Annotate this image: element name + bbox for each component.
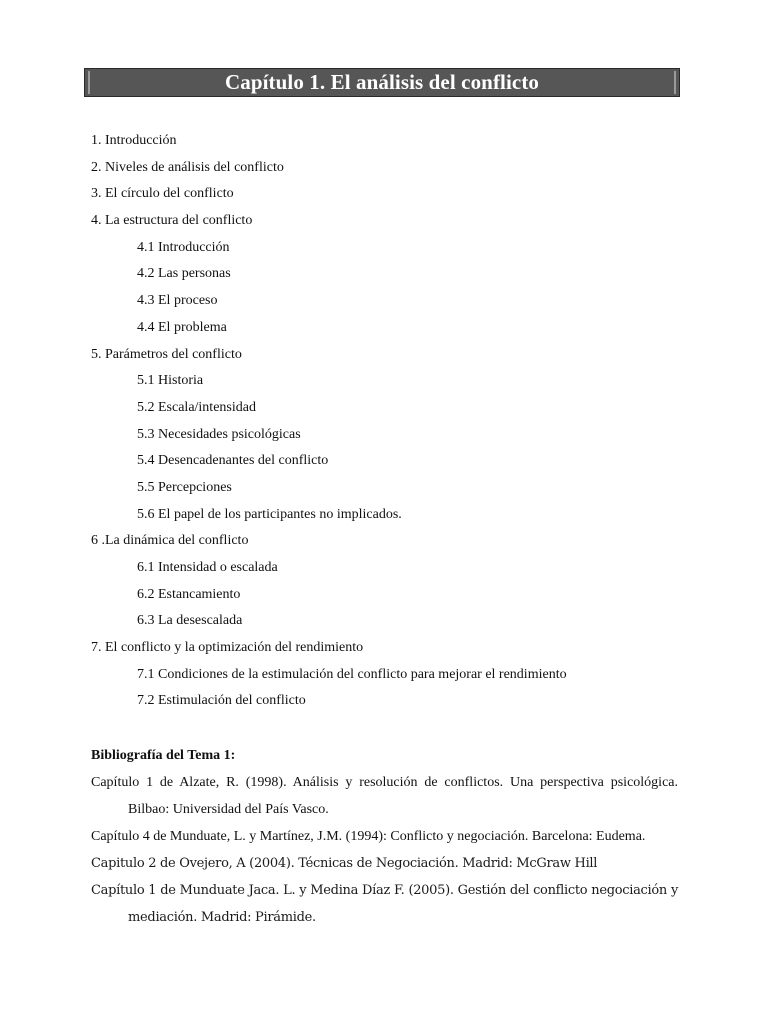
toc-subitem: 7.1 Condiciones de la estimulación del conflicto para mejorar el rendimiento (137, 666, 567, 682)
toc-subitem: 4.4 El problema (137, 319, 227, 335)
toc-subitem: 4.3 El proceso (137, 293, 218, 309)
toc-item: 5. Parámetros del conflicto (91, 346, 242, 362)
bibliography-reference: Capítulo 1 de Alzate, R. (1998). Análisis y resolución de conflictos. Una perspectiva psicológica. Bilbao: Universidad del País Vasco. (91, 775, 678, 817)
table-of-contents (91, 128, 681, 715)
toc-item: 2. Niveles de análisis del conflicto (91, 159, 284, 175)
toc-subitem: 6.3 La desescalada (137, 613, 243, 629)
toc-subitem: 6.2 Estancamiento (137, 586, 241, 602)
chapter-title-bar (84, 68, 680, 97)
toc-subitem: 5.2 Escala/intensidad (137, 399, 256, 415)
toc-item: 1. Introducción (91, 133, 177, 148)
toc-subitem: 7.2 Estimulación del conflicto (137, 693, 306, 709)
toc-item: 4. La estructura del conflicto (91, 213, 253, 229)
toc-subitem: 4.1 Introducción (137, 239, 230, 255)
bibliography-reference: Capítulo 1 de Munduate Jaca. L. y Medina Díaz F. (2005). Gestión del conflicto negociación y mediación. Madrid: Pirámide. (91, 883, 678, 925)
chapter-title: Capítulo 1. El análisis del conflicto (224, 70, 540, 94)
toc-item: 7. El conflicto y la optimización del rendimiento (91, 640, 364, 656)
bibliography-section (91, 742, 678, 931)
bibliography-heading: Bibliografía del Tema 1: (91, 748, 236, 763)
bibliography-reference: Capitulo 2 de Ovejero, A (2004). Técnicas de Negociación. Madrid: McGraw Hill (91, 856, 598, 871)
toc-subitem: 5.3 Necesidades psicológicas (137, 426, 301, 442)
toc-subitem: 4.2 Las personas (137, 266, 231, 282)
toc-subitem: 5.1 Historia (137, 373, 204, 389)
toc-subitem: 5.4 Desencadenantes del conflicto (137, 453, 329, 469)
toc-subitem: 6.1 Intensidad o escalada (137, 560, 278, 575)
bibliography-reference: Capítulo 4 de Munduate, L. y Martínez, J.M. (1994): Conflicto y negociación. Barcelona: Eudema. (91, 829, 646, 844)
toc-item: 6 .La dinámica del conflicto (91, 533, 249, 549)
toc-subitem: 5.6 El papel de los participantes no implicados. (137, 506, 402, 522)
toc-item: 3. El círculo del conflicto (91, 186, 234, 202)
toc-subitem: 5.5 Percepciones (137, 479, 232, 495)
